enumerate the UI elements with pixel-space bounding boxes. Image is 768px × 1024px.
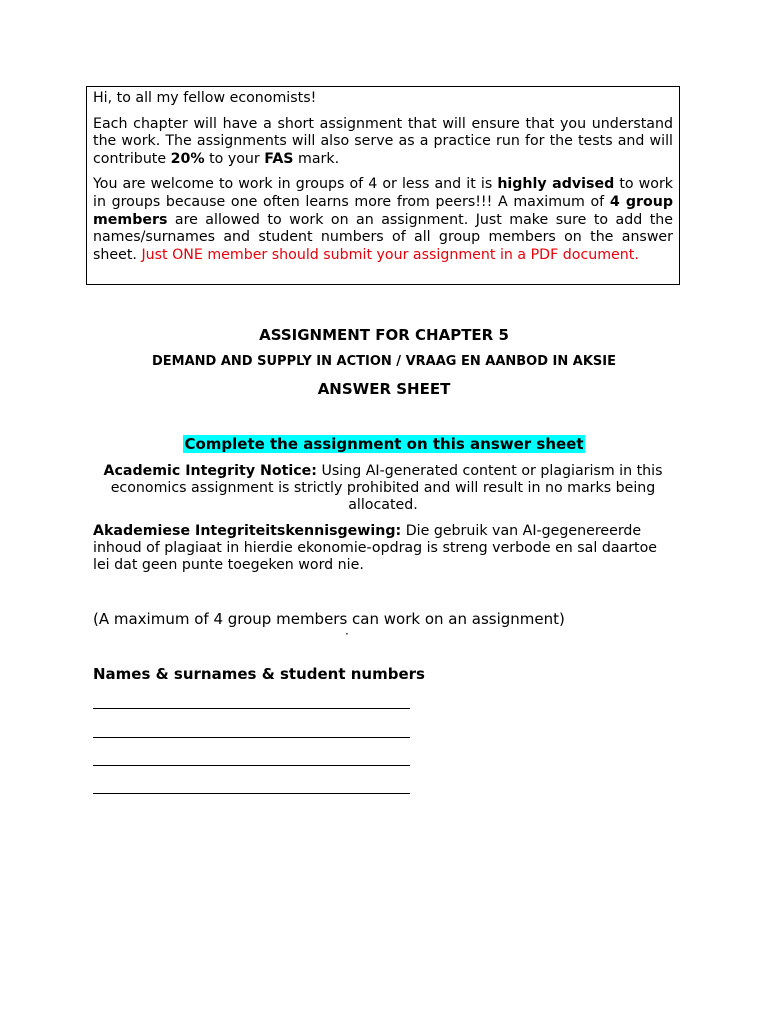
name-entry-line-3[interactable]	[93, 765, 410, 766]
academic-integrity-notice: Academic Integrity Notice: Using AI-generated content or plagiarism in this economics assignment is strictly prohibited and will result in no marks being allocated.	[103, 463, 663, 513]
instruction-banner	[0, 435, 768, 454]
akademiese-integriteit-kennisgewing: Akademiese Integriteitskennisgewing: Die gebruik van AI-gegenereerde inhoud of plagiaat in hierdie ekonomie-opdrag is streng verbode en sal daartoe lei dat geen punte toegeken word nie.	[93, 523, 658, 573]
name-entry-line-2[interactable]	[93, 737, 410, 738]
intro-box	[86, 86, 680, 285]
answer-sheet-heading: ANSWER SHEET	[317, 380, 451, 398]
intro-paragraph-chapter-assignments: Each chapter will have a short assignment that will ensure that you understand the work. The assignments will also serve as a practice run for the tests and will contribute 20% to your FAS mark.	[93, 115, 673, 167]
name-entry-line-4[interactable]	[93, 793, 410, 794]
submission-warning: Just ONE member should submit your assignment in a PDF document.	[141, 246, 639, 263]
assignment-title: ASSIGNMENT FOR CHAPTER 5	[259, 326, 509, 344]
group-limit-note: (A maximum of 4 group members can work on an assignment)	[93, 610, 565, 628]
intro-paragraph-groups: You are welcome to work in groups of 4 or less and it is highly advised to work in groups because one often learns more from peers!!! A maximum of 4 group members are allowed to work on an assignment. Just make sure to add the names/surnames and student numbers of all group members on the answer sheet. Just ONE member should submit your assignment in a PDF document.	[93, 176, 673, 263]
instruction-highlight: Complete the assignment on this answer sheet	[184, 435, 584, 453]
assignment-subtitle: DEMAND AND SUPPLY IN ACTION / VRAAG EN AANBOD IN AKSIE	[152, 354, 616, 369]
stray-dot: ·	[345, 627, 349, 641]
name-entry-line-1[interactable]	[93, 708, 410, 709]
names-heading: Names & surnames & student numbers	[93, 665, 425, 683]
intro-greeting: Hi, to all my fellow economists!	[93, 90, 317, 106]
